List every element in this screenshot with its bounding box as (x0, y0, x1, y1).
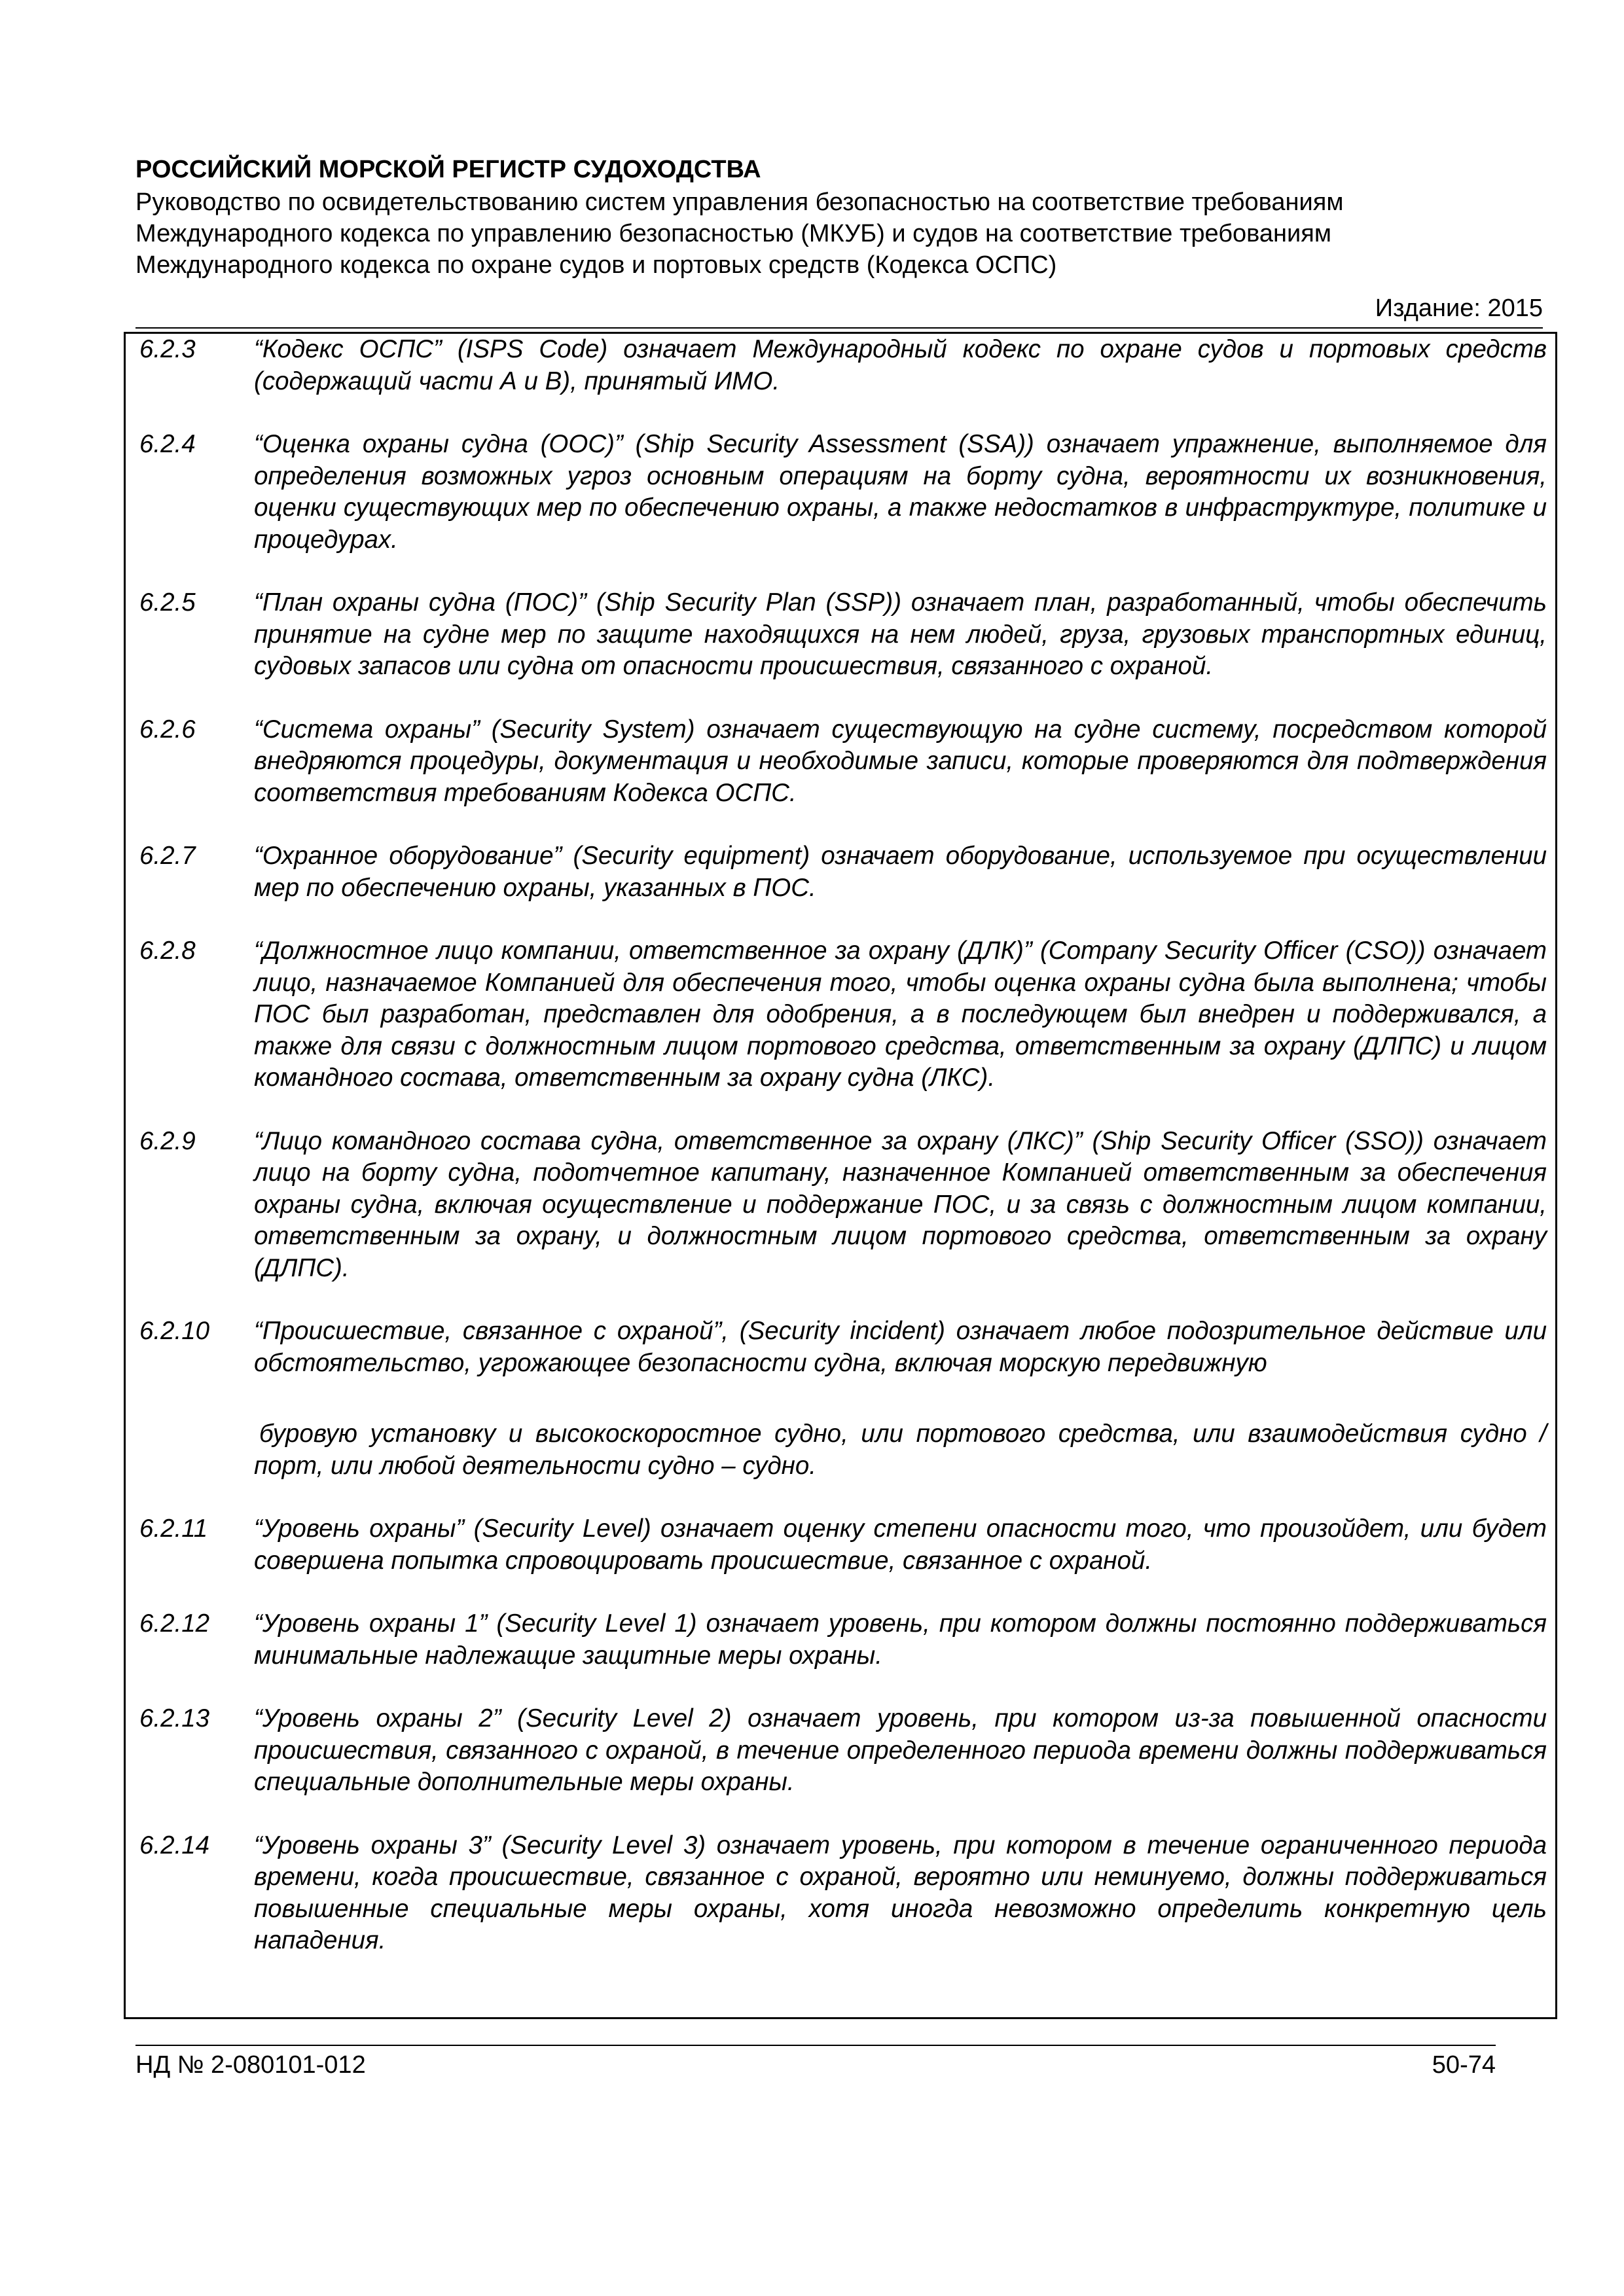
clause-number: 6.2.5 (139, 588, 196, 617)
clause-6-2-8 (139, 935, 1547, 1094)
clause-6-2-14 (139, 1830, 1547, 1957)
clause-6-2-5 (139, 587, 1547, 683)
clause-6-2-6 (139, 714, 1547, 810)
clause-6-2-7 (139, 840, 1547, 904)
edition-label: Издание: 2015 (1375, 295, 1543, 322)
clause-text: “Уровень охраны 1” (Security Level 1) означает уровень, при котором должны постоянно поддерживаться минимальные надлежащие защитные меры охраны. (254, 1609, 1547, 1670)
footer-divider (135, 2045, 1496, 2046)
clause-number: 6.2.9 (139, 1126, 196, 1155)
clause-text: “Оценка охраны судна (ООС)” (Ship Security Assessment (SSA)) означает упражнение, выполняемое для определения возможных угроз основным операциям на борту судна, вероятности их возникновения, оценки существующих мер по обеспечению охраны, а также недостатков в инфраструктуре, политике и процедурах. (254, 430, 1547, 554)
organization-title: РОССИЙСКИЙ МОРСКОЙ РЕГИСТР СУДОХОДСТВА (135, 156, 761, 183)
clause-number: 6.2.14 (139, 1831, 210, 1859)
clause-6-2-12 (139, 1608, 1547, 1672)
clause-number: 6.2.7 (139, 842, 196, 870)
clause-text: “Охранное оборудование” (Security equipment) означает оборудование, используемое при осуществлении мер по обеспечению охраны, указанных в ПОС. (254, 842, 1547, 902)
clause-6-2-10 (139, 1316, 1547, 1482)
clause-text: “Уровень охраны 3” (Security Level 3) означает уровень, при котором в течение ограниченного периода времени, когда происшествие, связанное с охраной, вероятно или неминуемо, должны поддерживаться повышенные специальные меры охраны, хотя иногда невозможно определить конкретную цель нападения. (254, 1831, 1547, 1954)
clause-text: “План охраны судна (ПОС)” (Ship Security Plan (SSP)) означает план, разработанный, чтобы обеспечить принятие на судне мер по защите находящихся на нем людей, груза, грузовых транспортных единиц, судовых запасов или судна от опасности происшествия, связанного с охраной. (254, 588, 1547, 680)
clause-text: “Должностное лицо компании, ответственное за охрану (ДЛК)” (Company Security Officer (CSO)) означает лицо, назначаемое Компанией для обеспечения того, чтобы оценка охраны судна была выполнена; чтобы ПОС был разработан, представлен для одобрения, а в последующем был внедрен и поддерживался, а также для связи с должностным лицом портового средства, ответственным за охрану (ДЛПС) и лицом командного состава, ответственным за охрану судна (ЛКС). (254, 937, 1547, 1092)
header-divider (135, 327, 1543, 329)
clause-text: “Лицо командного состава судна, ответственное за охрану (ЛКС)” (Ship Security Officer (SSO)) означает лицо на борту судна, подотчетное капитану, назначенное Компанией ответственным за обеспечения охраны судна, включая осуществление и поддержание ПОС, и за связь с должностным лицом компании, ответственным за охрану, и должностным лицом портового средства, ответственным за охрану (ДЛПС). (254, 1126, 1547, 1282)
clause-text-block (254, 1316, 1547, 1482)
page-header (135, 152, 1543, 281)
page-number: 50-74 (1432, 2051, 1496, 2079)
clause-6-2-13 (139, 1703, 1547, 1799)
clause-text: “Уровень охраны 2” (Security Level 2) означает уровень, при котором из-за повышенной опасности происшествия, связанного с охраной, в течение определенного периода времени должны поддерживаться специальные дополнительные меры охраны. (254, 1704, 1547, 1796)
document-subtitle-line-3: Международного кодекса по охране судов и портовых средств (Кодекса ОСПС) (135, 251, 1057, 279)
clause-number: 6.2.6 (139, 715, 196, 744)
clause-number: 6.2.4 (139, 430, 196, 458)
document-subtitle-line-2: Международного кодекса по управлению безопасностью (МКУБ) и судов на соответствие требованиям (135, 220, 1331, 247)
clause-number: 6.2.3 (139, 335, 196, 363)
document-number: НД № 2-080101-012 (135, 2051, 366, 2079)
clause-number: 6.2.10 (139, 1317, 210, 1345)
document-subtitle-line-1: Руководство по освидетельствованию систем управления безопасностью на соответствие требованиям (135, 188, 1344, 216)
clause-number: 6.2.8 (139, 937, 196, 965)
clause-text-continuation: буровую установку и высокоскоростное судно, или портового средства, или взаимодействия судно / порт, или любой деятельности судно – судно. (254, 1420, 1547, 1480)
clause-6-2-9 (139, 1126, 1547, 1285)
clause-6-2-11 (139, 1513, 1547, 1577)
clause-6-2-3 (139, 334, 1547, 397)
clause-text: “Кодекс ОСПС” (ISPS Code) означает Международный кодекс по охране судов и портовых средств (содержащий части А и В), принятый ИМО. (254, 335, 1547, 395)
clause-number: 6.2.11 (139, 1515, 208, 1543)
definitions-list (139, 334, 1547, 1988)
clause-text: “Происшествие, связанное с охраной”, (Security incident) означает любое подозрительное действие или обстоятельство, угрожающее безопасности судна, включая морскую передвижную (254, 1317, 1547, 1377)
clause-6-2-4 (139, 429, 1547, 556)
clause-number: 6.2.13 (139, 1704, 210, 1732)
clause-text: “Система охраны” (Security System) означает существующую на судне систему, посредством которой внедряются процедуры, документация и необходимые записи, которые проверяются для подтверждения соответствия требованиям Кодекса ОСПС. (254, 715, 1547, 807)
clause-text: “Уровень охраны” (Security Level) означает оценку степени опасности того, что произойдет, или будет совершена попытка спровоцировать происшествие, связанное с охраной. (254, 1515, 1547, 1575)
clause-number: 6.2.12 (139, 1609, 210, 1638)
